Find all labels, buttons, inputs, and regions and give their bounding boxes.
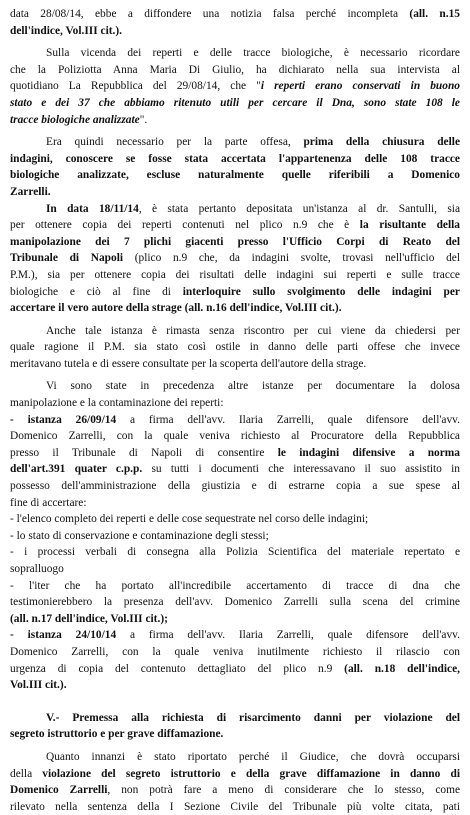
text-line	[10, 62, 460, 79]
text-run: accertare il vero autore della strage (all. n.16 dell'indice, Vol.III cit.).	[10, 302, 342, 315]
text-run: data 28/08/14, ebbe a diffondere una notizia falsa perché incompleta	[10, 8, 410, 20]
text-run: della	[10, 767, 43, 780]
text-line	[10, 644, 460, 661]
list-item	[10, 544, 460, 561]
text-run: che la Poliziotta Anna Maria Di Giulio, ha dichiarato nella sua intervista al	[10, 63, 460, 76]
text-run: segreto istruttorio e per grave diffamazione.	[10, 728, 224, 741]
text-run: Domenico Zarrelli, con la quale veniva inutilmente richiesto il rilascio con	[10, 645, 460, 658]
text-run: V.- Premessa alla richiesta di risarcimento danni per violazione del	[46, 711, 460, 724]
text-run: possesso dell'amministrazione della giustizia e di estrarne copia a sue spese al	[10, 480, 460, 493]
text-run: fine di accertare:	[10, 496, 87, 509]
text-line	[10, 134, 460, 151]
text-run: Domenico Zarrelli	[10, 784, 108, 797]
text-run: a firma dell'avv. Ilaria Zarrelli, quale difensore dell'avv.	[116, 413, 460, 426]
text-line	[10, 323, 460, 340]
text-run: sopralluogo	[10, 563, 64, 575]
text-line	[10, 78, 460, 95]
text-line	[10, 151, 460, 168]
text-run: stato e dei 37 che abbiamo ritenuto utili per cercare il Dna, sono state 108 le	[10, 96, 460, 109]
text-line	[10, 726, 460, 743]
paragraph-no-response	[10, 323, 460, 373]
text-run: la risultante della	[359, 219, 460, 232]
text-run: testimonierebbero la presenza dell'avv. Domenico Zarrelli sulla scena del crimine	[10, 596, 460, 609]
text-run: biologiche e ciò al fine di	[10, 285, 183, 298]
paragraph-request-26-09-14	[10, 412, 460, 512]
text-run: violazione del segreto istruttorio e della grave diffamazione in danno di	[42, 767, 460, 780]
text-line	[10, 661, 460, 678]
text-run: quale ragione il P.M. sia stato così ostile in danno delle parti offese che invece	[10, 341, 460, 354]
list-item	[10, 528, 460, 545]
text-line	[10, 782, 460, 799]
text-line	[10, 478, 460, 495]
paragraph-judge-consideration	[10, 749, 460, 815]
text-run: , non potrà fare a meno di considerare che lo stesso, come	[107, 784, 460, 797]
text-run: manipolazione dei 7 plichi giacenti presso l'Ufficio Corpi di Reato del	[10, 235, 460, 248]
text-run: i reperti erano conservati in buono	[260, 80, 460, 93]
text-run: prima della chiusura delle	[303, 136, 460, 149]
text-line	[10, 356, 460, 373]
text-run: - l'elenco completo dei reperti e delle cose sequestrate nel corso delle indagini;	[10, 513, 369, 526]
text-line	[10, 95, 460, 112]
paragraph-request-24-10-14	[10, 627, 460, 693]
text-line	[10, 201, 460, 218]
paragraph-continuation	[10, 6, 460, 39]
text-line	[10, 677, 460, 694]
text-run: dell'indice, Vol.III cit.).	[10, 24, 123, 37]
text-run: Era quindi necessario per la parte offesa,	[46, 136, 304, 149]
text-run: Quanto innanzi è stato riportato perché il Giudice, che dovrà occuparsi	[46, 750, 460, 763]
text-line	[10, 167, 460, 184]
text-run: meritavano tutela e di essere consultate per la scoperta dell'autore della strage.	[10, 357, 367, 370]
text-run: Vol.III cit.).	[10, 679, 67, 692]
text-run: Tribunale di Napoli	[10, 252, 124, 265]
text-line	[10, 378, 460, 395]
text-run: Sulla vicenda dei reperti e delle tracce biologiche, è necessario ricordare	[46, 47, 460, 60]
text-line	[10, 112, 460, 129]
text-line	[10, 710, 460, 727]
text-line	[10, 300, 460, 317]
text-run: dell'art.391 quater c.p.p.	[10, 463, 143, 476]
paragraph-previous-requests	[10, 378, 460, 411]
text-run: manipolazione e la contaminazione dei reperti:	[10, 397, 224, 410]
text-run: a firma dell'avv. Ilaria Zarrelli, quale difensore dell'avv.	[116, 629, 460, 642]
text-run: urgenza di copia del contenuto dettagliato del plico n.9	[10, 662, 345, 675]
paragraph-need-to-know	[10, 134, 460, 200]
text-line	[10, 217, 460, 234]
text-line	[10, 250, 460, 267]
text-line	[10, 45, 460, 62]
text-line	[10, 23, 460, 40]
text-run: le indagini difensive a norma	[277, 446, 460, 459]
text-line	[10, 412, 460, 429]
text-line	[10, 766, 460, 783]
section-heading-v	[10, 710, 460, 743]
text-run: (all. n.17 dell'indice, Vol.III cit.);	[10, 612, 168, 625]
text-line	[10, 234, 460, 251]
text-run: - i processi verbali di consegna alla Polizia Scientifica del materiale repertato e	[10, 546, 460, 559]
text-run: , è stata pertanto depositata un'istanza al dr. Santulli, sia	[138, 202, 460, 215]
text-run: - istanza 24/10/14	[10, 629, 117, 642]
text-line	[10, 627, 460, 644]
text-line	[10, 445, 460, 462]
text-run: Zarrelli.	[10, 185, 51, 198]
text-run: (all. n.15	[409, 8, 460, 20]
text-run: (plico n.9 che, da indagini svolte, trovasi nell'ufficio del	[123, 252, 460, 265]
text-run: su tutti i documenti che interessavano il suo assistito in	[142, 463, 460, 476]
text-run: - lo stato di conservazione e contaminazione degli stessi;	[10, 529, 269, 542]
list-item	[10, 594, 460, 611]
list-item	[10, 578, 460, 595]
text-run: (all. n.18 dell'indice,	[344, 662, 460, 675]
text-run: quotidiano La Repubblica del 29/08/14, che "	[10, 80, 261, 93]
text-run: P.M.), sia per ottenere copia dei risultati delle indagini sui reperti e sulle tracce	[10, 268, 460, 281]
text-run: In data 18/11/14	[46, 202, 139, 215]
text-line	[10, 428, 460, 445]
text-line	[10, 395, 460, 412]
list-item	[10, 561, 460, 578]
text-run: tracce biologiche analizzate	[10, 113, 140, 126]
text-line	[10, 495, 460, 512]
text-line	[10, 749, 460, 766]
text-line	[10, 461, 460, 478]
text-line	[10, 799, 460, 815]
text-run: rilevato nella sentenza della I Sezione Civile del Tribunale più volte citata, pati	[10, 800, 460, 813]
paragraph-request-18-11-14	[10, 201, 460, 317]
text-run: presso il Tribunale di Napoli di consentire	[10, 446, 278, 459]
text-run: ".	[139, 113, 148, 126]
text-run: indagini, conoscere se fosse stata accertata l'appartenenza delle 108 tracce	[10, 152, 460, 165]
list-item	[10, 511, 460, 528]
text-line	[10, 184, 460, 201]
text-line	[10, 267, 460, 284]
text-run: biologiche analizzate, escluse naturalmente quelle riferibili a Domenico	[10, 169, 460, 182]
text-run: per ottenere copia dei reperti contenuti nel plico n.9 che è	[10, 219, 360, 232]
paragraph-dna-evidence	[10, 45, 460, 128]
text-line	[10, 339, 460, 356]
text-line	[10, 284, 460, 301]
text-run: Vi sono state in precedenza altre istanze per documentare la dolosa	[46, 380, 460, 393]
text-run: Anche tale istanza è rimasta senza riscontro per cui viene da chiedersi per	[46, 324, 460, 337]
text-run: - istanza 26/09/14	[10, 413, 117, 426]
list-items-to-verify	[10, 511, 460, 627]
text-line	[10, 6, 460, 23]
text-run: - l'iter che ha portato all'incredibile accertamento di tracce di dna che	[10, 579, 460, 592]
list-item	[10, 611, 460, 628]
text-run: Domenico Zarrelli, con la quale veniva richiesto al Procuratore della Repubblica	[10, 430, 460, 443]
text-run: interloquire sullo svolgimento delle indagini per	[182, 285, 460, 298]
